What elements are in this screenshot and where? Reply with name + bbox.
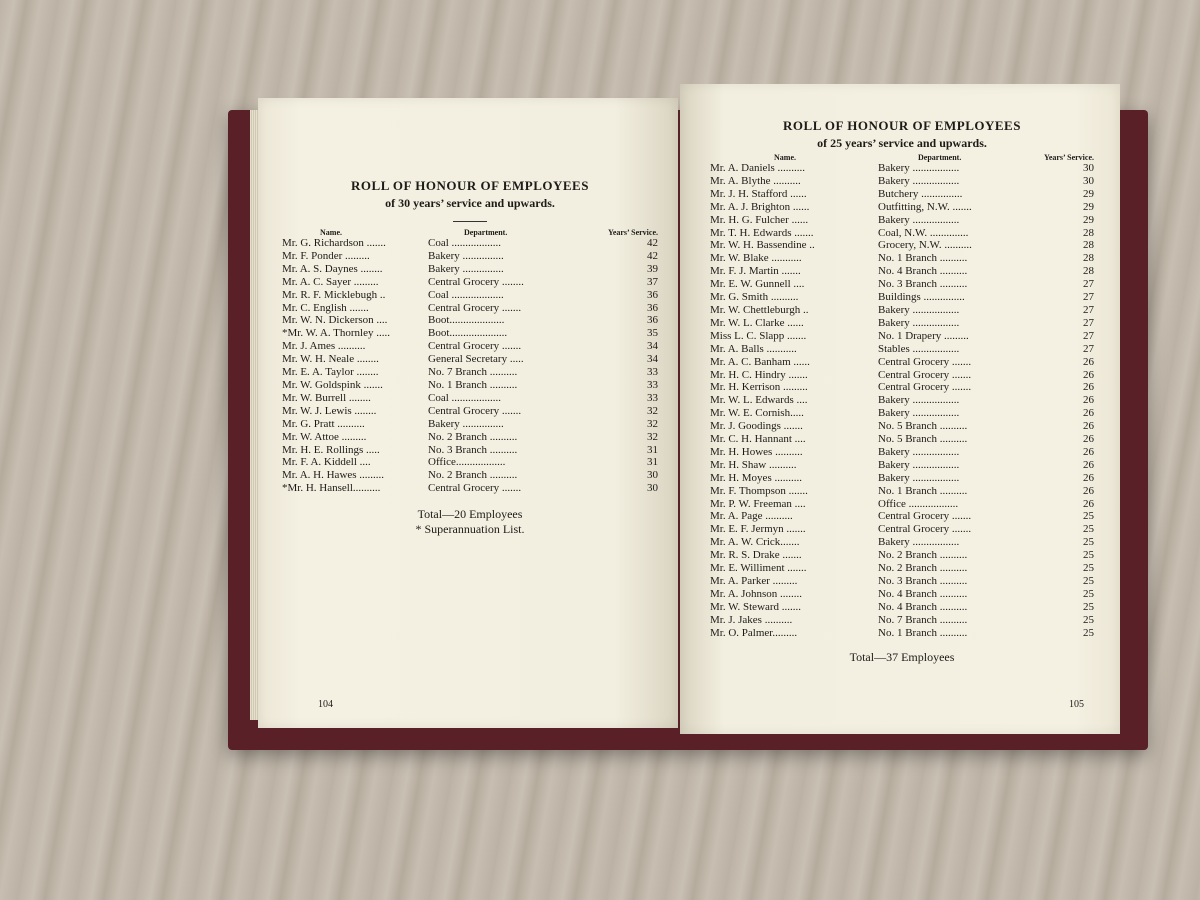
employee-name: Mr. W. L. Edwards .... [710, 394, 808, 407]
years-of-service: 26 [1083, 368, 1094, 381]
years-of-service: 26 [1083, 445, 1094, 458]
employee-row [710, 472, 1094, 485]
years-of-service: 25 [1083, 536, 1094, 549]
employee-name: Mr. T. H. Edwards ....... [710, 226, 814, 239]
years-of-service: 28 [1083, 265, 1094, 278]
employee-department: No. 5 Branch .......... [878, 433, 968, 446]
employee-department: No. 3 Branch .......... [878, 278, 968, 291]
years-of-service: 35 [647, 327, 658, 340]
employee-department: Bakery ................. [878, 213, 960, 226]
employee-row [710, 523, 1094, 536]
years-of-service: 26 [1083, 484, 1094, 497]
employee-name: Mr. W. J. Lewis ........ [282, 404, 377, 417]
employee-department: No. 1 Branch .......... [878, 626, 968, 639]
name-column-header: Name. [774, 153, 796, 162]
employee-name: Mr. W. Blake ........... [710, 252, 802, 265]
employee-department: Central Grocery ....... [428, 340, 522, 353]
employee-department: Outfitting, N.W. ....... [878, 200, 972, 213]
years-of-service: 26 [1083, 394, 1094, 407]
employee-department: Central Grocery ....... [878, 368, 972, 381]
employee-row [710, 601, 1094, 614]
years-of-service: 36 [647, 314, 658, 327]
employee-name: Mr. A. H. Hawes ......... [282, 469, 385, 482]
department-column-header: Department. [918, 153, 962, 162]
years-of-service: 26 [1083, 420, 1094, 433]
employee-row [282, 314, 658, 327]
employee-name: Mr. P. W. Freeman .... [710, 497, 806, 510]
superannuation-note: * Superannuation List. [415, 522, 525, 537]
employee-name: Mr. W. Steward ....... [710, 600, 802, 613]
employee-row [710, 188, 1094, 201]
employee-name: Mr. G. Richardson ....... [282, 237, 386, 249]
employee-department: Central Grocery ....... [878, 523, 972, 536]
employee-row [710, 433, 1094, 446]
years-of-service: 36 [647, 288, 658, 301]
employee-name: Mr. W. Burrell ........ [282, 391, 371, 404]
employee-department: Buildings ............... [878, 291, 965, 304]
employee-row [282, 237, 658, 250]
department-column-header: Department. [464, 228, 508, 237]
employee-name: Mr. E. W. Gunnell .... [710, 278, 805, 291]
employee-name: Mr. A. Blythe .......... [710, 174, 801, 187]
employee-department: No. 1 Branch .......... [878, 484, 968, 497]
employee-department: Butchery ............... [878, 187, 963, 200]
employee-department: Office .................. [878, 497, 959, 510]
employee-department: Bakery ................. [878, 303, 960, 316]
employee-department: Stables ................. [878, 342, 960, 355]
employee-row [282, 469, 658, 482]
employee-name: Mr. G. Pratt .......... [282, 417, 365, 430]
employee-row [710, 162, 1094, 175]
left-roll-list [282, 237, 658, 495]
employee-department: Bakery ................. [878, 536, 960, 549]
employee-name: Mr. W. N. Dickerson .... [282, 314, 388, 327]
years-column-header: Years’ Service. [607, 228, 658, 237]
employee-name: Mr. J. Ames .......... [282, 340, 366, 353]
years-of-service: 37 [647, 275, 658, 288]
employee-row [710, 369, 1094, 382]
employee-row [710, 549, 1094, 562]
employee-name: Mr. W. H. Neale ........ [282, 353, 379, 366]
employee-row [710, 304, 1094, 317]
years-of-service: 30 [1083, 162, 1094, 174]
employee-department: Central Grocery ....... [428, 404, 522, 417]
name-column-header: Name. [320, 228, 342, 237]
employee-name: Mr. E. F. Jermyn ....... [710, 523, 806, 536]
employee-department: No. 4 Branch .......... [878, 600, 968, 613]
employee-name: Mr. F. A. Kiddell .... [282, 456, 371, 469]
employee-row [282, 250, 658, 263]
years-of-service: 30 [647, 482, 658, 495]
employee-department: Bakery ................. [878, 162, 960, 174]
employee-department: Central Grocery ........ [428, 275, 524, 288]
employee-department: Coal ................... [428, 288, 504, 301]
left-page-title: ROLL OF HONOUR OF EMPLOYEES [351, 178, 589, 193]
years-of-service: 32 [647, 404, 658, 417]
employee-name: Mr. A. S. Daynes ........ [282, 262, 383, 275]
employee-name: Mr. J. Goodings ....... [710, 420, 803, 433]
years-of-service: 25 [1083, 549, 1094, 562]
employee-row [710, 459, 1094, 472]
employee-row [710, 446, 1094, 459]
employee-row [710, 343, 1094, 356]
employee-row [710, 278, 1094, 291]
right-roll-list [710, 162, 1094, 640]
employee-row [710, 239, 1094, 252]
employee-department: Bakery ............... [428, 417, 504, 430]
employee-department: Bakery ................. [878, 174, 960, 187]
employee-name: Mr. J. H. Stafford ...... [710, 187, 807, 200]
employee-department: No. 4 Branch .......... [878, 265, 968, 278]
years-column-header: Years’ Service. [1043, 153, 1094, 162]
employee-department: Central Grocery ....... [428, 482, 522, 495]
employee-row [710, 227, 1094, 240]
years-of-service: 25 [1083, 510, 1094, 523]
left-total: Total—20 Employees [417, 507, 523, 522]
employee-row [710, 175, 1094, 188]
years-of-service: 33 [647, 378, 658, 391]
employee-department: Central Grocery ....... [878, 355, 972, 368]
right-total: Total—37 Employees [849, 649, 955, 664]
employee-name: Mr. W. H. Bassendine .. [710, 239, 815, 252]
years-of-service: 26 [1083, 458, 1094, 471]
employee-department: Boot.................... [428, 314, 505, 327]
employee-row [710, 252, 1094, 265]
employee-row [710, 394, 1094, 407]
employee-department: No. 1 Drapery ......... [878, 329, 969, 342]
employee-name: Mr. W. E. Cornish..... [710, 407, 804, 420]
left-page-number: 104 [318, 699, 333, 710]
years-of-service: 39 [647, 262, 658, 275]
employee-department: No. 4 Branch .......... [878, 587, 968, 600]
open-book [228, 92, 1148, 752]
employee-department: Office.................. [428, 456, 506, 469]
employee-department: Bakery ................. [878, 316, 960, 329]
employee-name: Mr. C. H. Hannant .... [710, 433, 806, 446]
left-column-headers [282, 228, 658, 237]
employee-row [710, 317, 1094, 330]
employee-name: Mr. C. English ....... [282, 301, 369, 314]
employee-name: Mr. A. Page .......... [710, 510, 793, 523]
years-of-service: 33 [647, 391, 658, 404]
years-of-service: 30 [647, 469, 658, 482]
employee-row [710, 588, 1094, 601]
right-page-subtitle: of 25 years’ service and upwards. [817, 136, 987, 150]
employee-name: Mr. H. Moyes .......... [710, 471, 802, 484]
employee-department: Bakery ................. [878, 445, 960, 458]
employee-department: Central Grocery ....... [878, 510, 972, 523]
years-of-service: 28 [1083, 226, 1094, 239]
years-of-service: 27 [1083, 342, 1094, 355]
title-rule [453, 221, 487, 222]
employee-row [282, 456, 658, 469]
years-of-service: 26 [1083, 407, 1094, 420]
employee-row [710, 485, 1094, 498]
years-of-service: 25 [1083, 613, 1094, 626]
employee-name: Mr. F. J. Martin ....... [710, 265, 801, 278]
employee-name: Mr. H. Howes .......... [710, 445, 803, 458]
employee-department: Bakery ............... [428, 262, 504, 275]
years-of-service: 29 [1083, 187, 1094, 200]
years-of-service: 25 [1083, 626, 1094, 639]
years-of-service: 26 [1083, 471, 1094, 484]
employee-name: Mr. J. Jakes .......... [710, 613, 793, 626]
employee-department: Bakery ................. [878, 458, 960, 471]
employee-row [710, 214, 1094, 227]
employee-row [710, 291, 1094, 304]
employee-name: Mr. A. J. Brighton ...... [710, 200, 810, 213]
employee-name: Mr. W. Attoe ......... [282, 430, 367, 443]
employee-name: *Mr. H. Hansell.......... [282, 482, 381, 495]
employee-name: Mr. R. F. Micklebugh .. [282, 288, 386, 301]
employee-department: No. 7 Branch .......... [878, 613, 968, 626]
employee-row [282, 263, 658, 276]
employee-row [282, 418, 658, 431]
employee-name: Mr. W. Goldspink ....... [282, 378, 383, 391]
years-of-service: 29 [1083, 213, 1094, 226]
employee-row [710, 420, 1094, 433]
left-page [258, 98, 678, 728]
employee-row [282, 340, 658, 353]
years-of-service: 31 [647, 443, 658, 456]
employee-row [282, 302, 658, 315]
years-of-service: 26 [1083, 381, 1094, 394]
years-of-service: 26 [1083, 433, 1094, 446]
years-of-service: 27 [1083, 278, 1094, 291]
employee-department: No. 2 Branch .......... [878, 562, 968, 575]
employee-department: Central Grocery ....... [428, 301, 522, 314]
years-of-service: 27 [1083, 329, 1094, 342]
employee-name: Mr. O. Palmer......... [710, 626, 798, 639]
employee-department: No. 2 Branch .......... [428, 469, 518, 482]
employee-row [710, 381, 1094, 394]
years-of-service: 27 [1083, 291, 1094, 304]
employee-row [710, 627, 1094, 640]
employee-department: Bakery ................. [878, 407, 960, 420]
years-of-service: 34 [647, 353, 658, 366]
employee-department: Bakery ................. [878, 471, 960, 484]
employee-row [710, 330, 1094, 343]
years-of-service: 25 [1083, 562, 1094, 575]
employee-row [282, 405, 658, 418]
employee-row [710, 536, 1094, 549]
years-of-service: 31 [647, 456, 658, 469]
employee-department: No. 1 Branch .......... [428, 378, 518, 391]
employee-name: Mr. W. Chettleburgh .. [710, 303, 809, 316]
employee-name: Mr. H. G. Fulcher ...... [710, 213, 809, 226]
years-of-service: 26 [1083, 497, 1094, 510]
right-page-number: 105 [1069, 699, 1084, 710]
employee-row [282, 431, 658, 444]
employee-department: Coal, N.W. .............. [878, 226, 969, 239]
employee-row [282, 276, 658, 289]
years-of-service: 33 [647, 366, 658, 379]
employee-department: No. 2 Branch .......... [428, 430, 518, 443]
employee-name: Mr. A. W. Crick....... [710, 536, 800, 549]
employee-name: Mr. H. E. Rollings ..... [282, 443, 380, 456]
left-page-subtitle: of 30 years’ service and upwards. [385, 196, 555, 210]
employee-row [282, 289, 658, 302]
employee-name: Mr. A. C. Banham ...... [710, 355, 810, 368]
years-of-service: 27 [1083, 316, 1094, 329]
employee-name: Mr. H. Shaw .......... [710, 458, 797, 471]
employee-row [282, 366, 658, 379]
years-of-service: 32 [647, 417, 658, 430]
right-column-headers [710, 153, 1094, 162]
years-of-service: 26 [1083, 355, 1094, 368]
employee-name: *Mr. W. A. Thornley ..... [282, 327, 390, 340]
employee-department: No. 5 Branch .......... [878, 420, 968, 433]
employee-row [710, 356, 1094, 369]
years-of-service: 28 [1083, 239, 1094, 252]
employee-row [282, 353, 658, 366]
employee-department: Coal .................. [428, 237, 502, 249]
years-of-service: 27 [1083, 303, 1094, 316]
employee-name: Mr. A. Parker ......... [710, 575, 798, 587]
employee-department: General Secretary ..... [428, 353, 524, 366]
employee-department: Central Grocery ....... [878, 381, 972, 394]
years-of-service: 34 [647, 340, 658, 353]
years-of-service: 42 [647, 249, 658, 262]
years-of-service: 25 [1083, 587, 1094, 600]
employee-row [710, 614, 1094, 627]
employee-row [710, 265, 1094, 278]
employee-name: Mr. E. Williment ....... [710, 562, 807, 575]
employee-department: No. 1 Branch .......... [878, 252, 968, 265]
employee-row [282, 482, 658, 495]
employee-name: Mr. F. Ponder ......... [282, 249, 370, 262]
employee-name: Mr. H. C. Hindry ....... [710, 368, 808, 381]
employee-name: Miss L. C. Slapp ....... [710, 329, 807, 342]
employee-name: Mr. A. Daniels .......... [710, 162, 806, 174]
employee-department: Coal .................. [428, 391, 502, 404]
employee-department: Boot..................... [428, 327, 508, 340]
employee-name: Mr. G. Smith .......... [710, 291, 799, 304]
years-of-service: 25 [1083, 523, 1094, 536]
years-of-service: 28 [1083, 252, 1094, 265]
employee-department: No. 7 Branch .......... [428, 366, 518, 379]
employee-row [282, 379, 658, 392]
employee-row [710, 407, 1094, 420]
employee-department: No. 2 Branch .......... [878, 549, 968, 562]
employee-name: Mr. A. Balls ........... [710, 342, 797, 355]
years-of-service: 36 [647, 301, 658, 314]
years-of-service: 25 [1083, 600, 1094, 613]
right-page-title: ROLL OF HONOUR OF EMPLOYEES [783, 118, 1021, 133]
employee-row [282, 327, 658, 340]
employee-name: Mr. A. C. Sayer ......... [282, 275, 379, 288]
employee-name: Mr. A. Johnson ........ [710, 587, 802, 600]
years-of-service: 32 [647, 430, 658, 443]
employee-department: Bakery ................. [878, 394, 960, 407]
employee-department: No. 3 Branch .......... [428, 443, 518, 456]
employee-name: Mr. R. S. Drake ....... [710, 549, 802, 562]
employee-row [282, 444, 658, 457]
employee-department: Grocery, N.W. .......... [878, 239, 972, 252]
employee-department: No. 3 Branch .......... [878, 575, 968, 587]
employee-row [710, 510, 1094, 523]
employee-name: Mr. F. Thompson ....... [710, 484, 808, 497]
years-of-service: 42 [647, 237, 658, 249]
employee-department: Bakery ............... [428, 249, 504, 262]
employee-name: Mr. H. Kerrison ......... [710, 381, 808, 394]
employee-row [282, 392, 658, 405]
years-of-service: 30 [1083, 174, 1094, 187]
right-page [680, 84, 1120, 734]
years-of-service: 25 [1083, 575, 1094, 587]
years-of-service: 29 [1083, 200, 1094, 213]
employee-name: Mr. E. A. Taylor ........ [282, 366, 379, 379]
employee-row [710, 498, 1094, 511]
employee-name: Mr. W. L. Clarke ...... [710, 316, 804, 329]
employee-row [710, 562, 1094, 575]
employee-row [710, 575, 1094, 588]
employee-row [710, 201, 1094, 214]
